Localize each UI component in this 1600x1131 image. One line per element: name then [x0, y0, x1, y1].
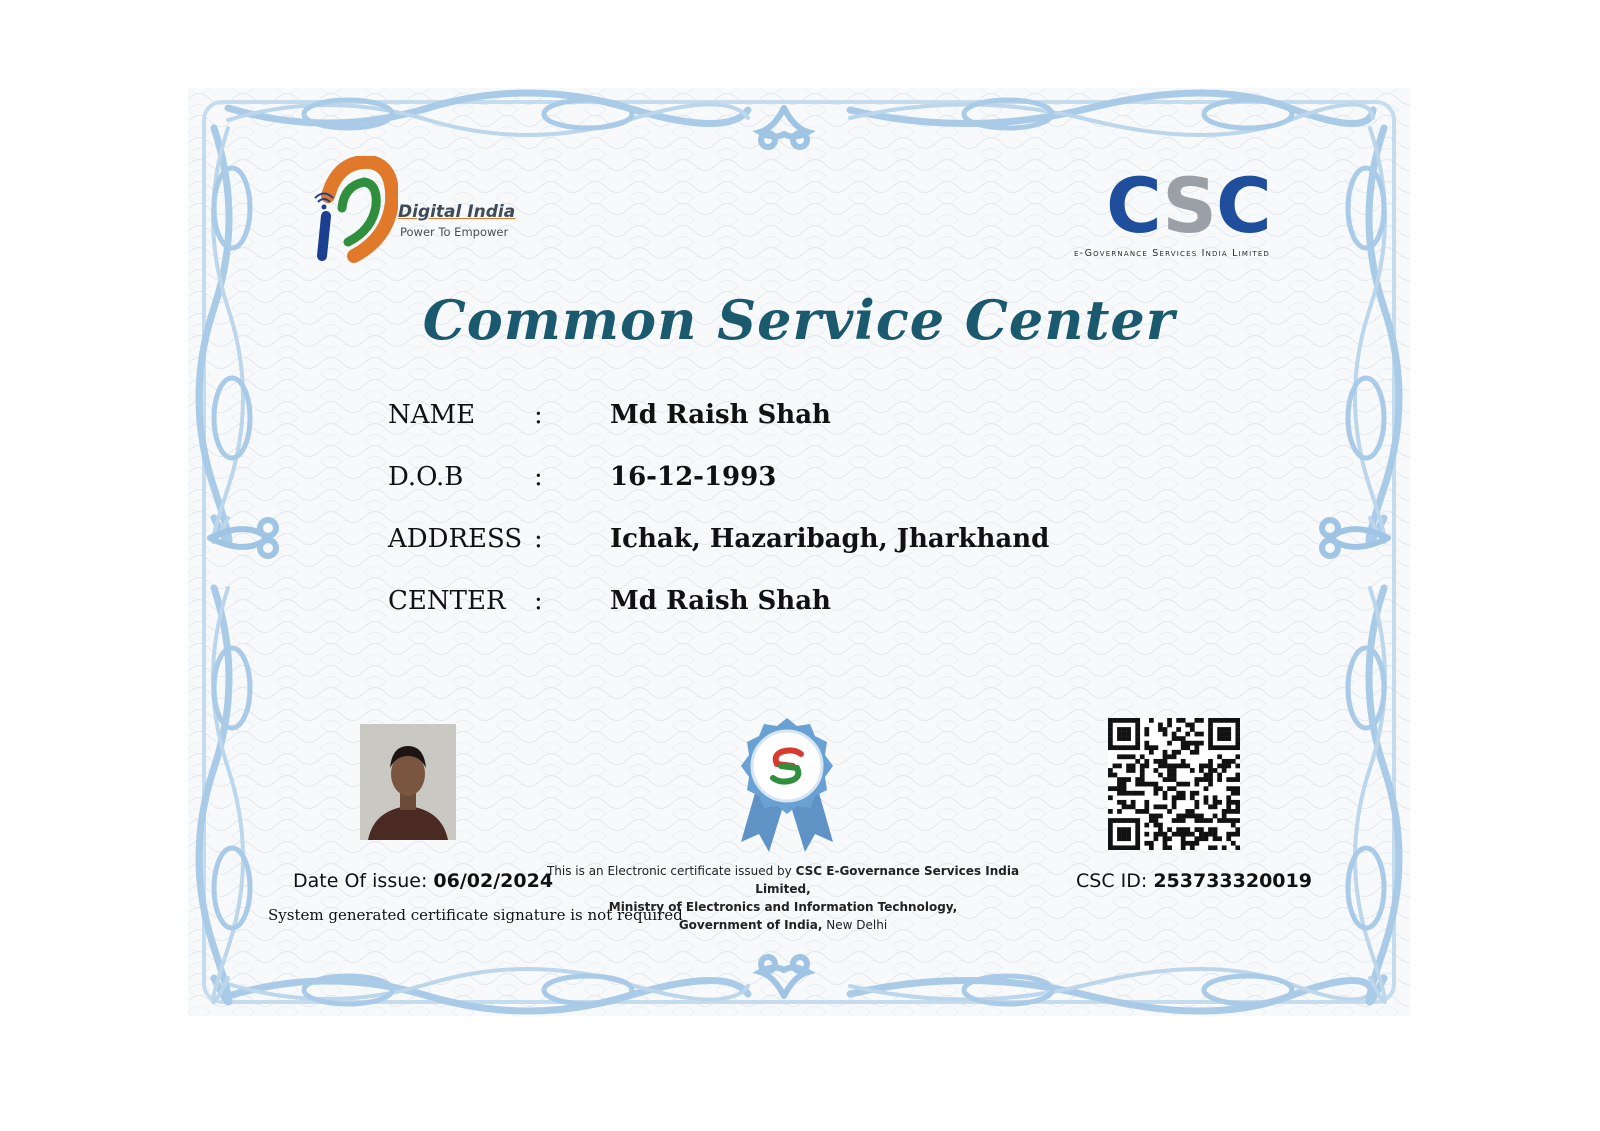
field-colon: : — [534, 586, 543, 616]
issued-prefix: This is an Electronic certificate issued by — [546, 864, 792, 878]
csc-letter-s: S — [1162, 161, 1216, 250]
digital-india-title: Digital India — [398, 202, 516, 222]
field-row-dob — [388, 462, 1188, 502]
field-label: D.O.B — [388, 462, 464, 492]
date-of-issue — [293, 870, 553, 892]
csc-logo — [1068, 161, 1318, 268]
csc-logo-letters — [1106, 161, 1271, 250]
certificate — [188, 88, 1410, 1016]
award-ribbon-icon — [733, 716, 841, 856]
city-name: New Delhi — [826, 918, 888, 932]
digital-india-logo — [308, 156, 518, 266]
csc-letter-c2: C — [1215, 161, 1271, 250]
holder-photo — [360, 724, 456, 840]
issuer-name: CSC E-Governance Services India Limited, — [755, 864, 1020, 896]
field-label: NAME — [388, 400, 476, 430]
government-name: Government of India, — [678, 918, 823, 932]
signature-note: System generated certificate signature is not required — [268, 906, 683, 924]
field-row-center — [388, 586, 1188, 626]
csc-letter-c1: C — [1106, 161, 1163, 250]
field-label: ADDRESS — [388, 524, 523, 554]
field-value-dob: 16-12-1993 — [610, 462, 777, 492]
csc-id — [1076, 870, 1312, 892]
person-photo-icon — [360, 724, 456, 840]
digital-india-tagline: Power To Empower — [400, 225, 509, 239]
qr-code-icon — [1108, 718, 1240, 850]
field-row-name — [388, 400, 1188, 440]
ministry-name: Ministry of Electronics and Information Technology, — [608, 900, 958, 914]
field-colon: : — [534, 462, 543, 492]
field-colon: : — [534, 400, 543, 430]
date-of-issue-label: Date Of issue: — [293, 870, 428, 892]
field-row-address — [388, 524, 1188, 564]
digital-india-emblem-icon — [308, 156, 398, 266]
issuer-statement — [528, 862, 1038, 934]
field-value-address: Ichak, Hazaribagh, Jharkhand — [610, 524, 1050, 554]
csc-id-label: CSC ID: — [1076, 870, 1148, 892]
date-of-issue-value: 06/02/2024 — [433, 870, 554, 892]
csc-id-value: 253733320019 — [1153, 870, 1312, 892]
field-value-name: Md Raish Shah — [610, 400, 831, 430]
field-colon: : — [534, 524, 543, 554]
field-label: CENTER — [388, 586, 506, 616]
csc-subtitle: e-Governance Services India Limited — [1074, 248, 1271, 259]
issuer-line-3 — [528, 916, 1038, 934]
issuer-line-1 — [528, 862, 1038, 898]
issuer-line-2 — [528, 898, 1038, 916]
field-value-center: Md Raish Shah — [610, 586, 831, 616]
certificate-title: Common Service Center — [422, 288, 1176, 352]
